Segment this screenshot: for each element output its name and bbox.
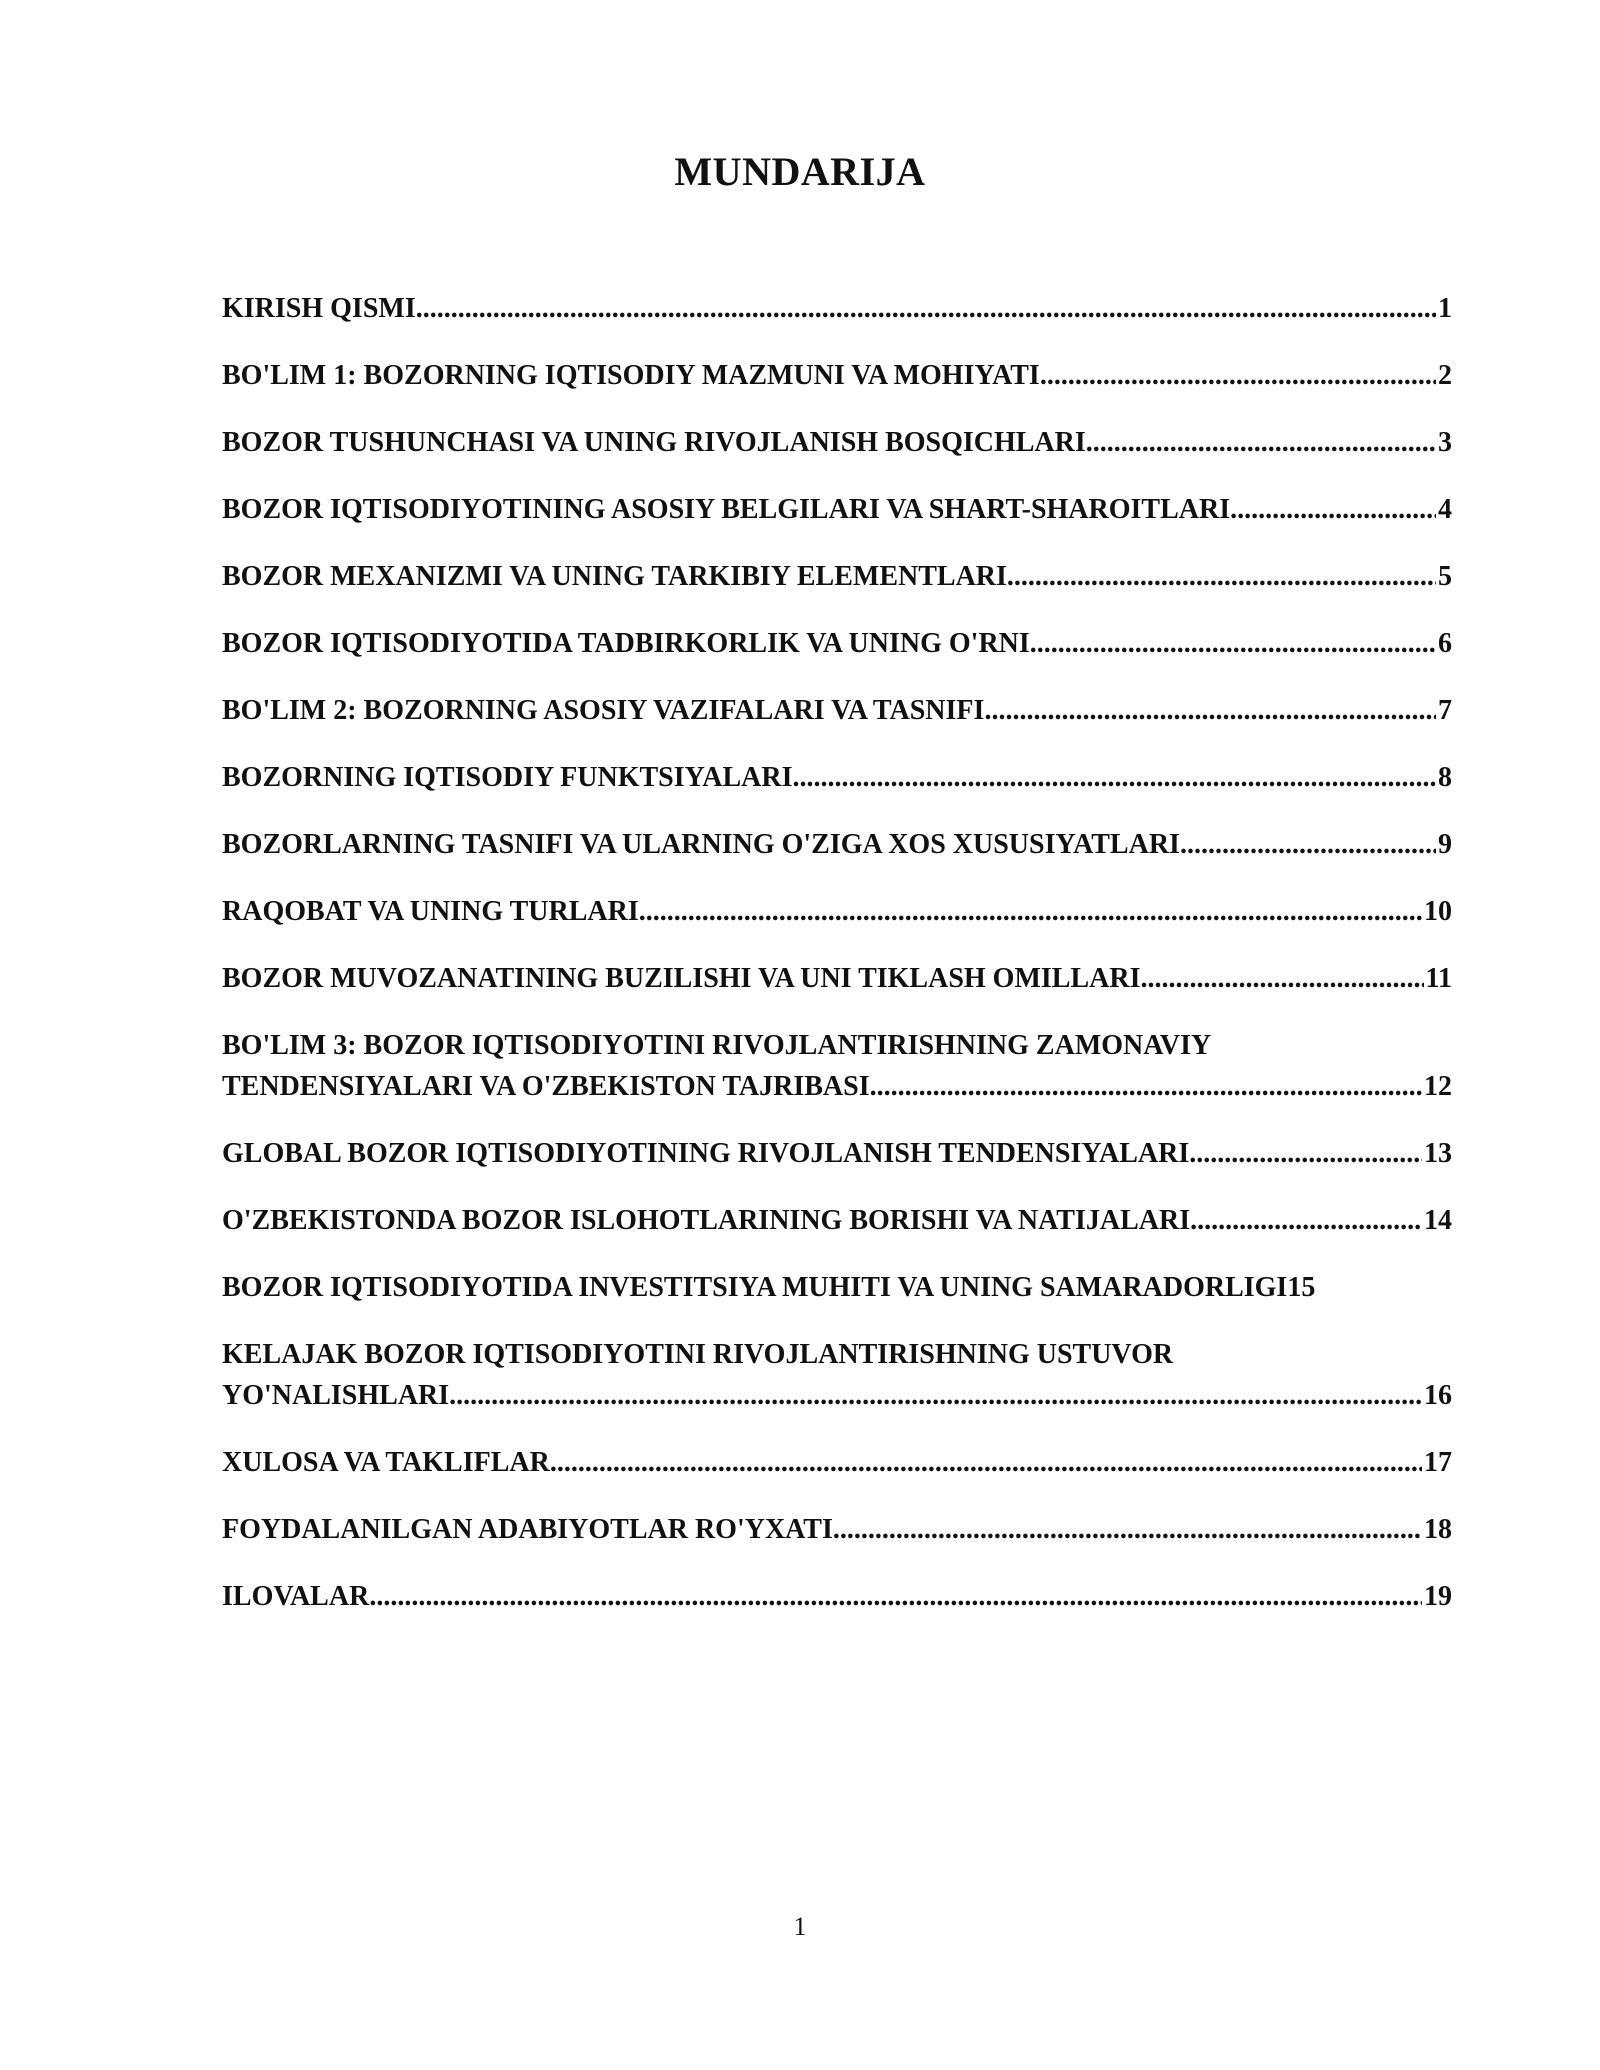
toc-entry-title: BOZOR IQTISODIYOTINING ASOSIY BELGILARI VA SHART-SHAROITLARI <box>222 494 1231 525</box>
toc-entry-page: 19 <box>1424 1581 1452 1612</box>
toc-entry-title: BOZOR TUSHUNCHASI VA UNING RIVOJLANISH BOSQICHLARI <box>222 427 1086 458</box>
toc-entry-title: BOZOR MEXANIZMI VA UNING TARKIBIY ELEMENTLARI <box>222 561 1007 592</box>
toc-entry-investitsiya[interactable] <box>222 1267 1452 1308</box>
dot-leader <box>369 1576 1422 1617</box>
toc-entry-page: 5 <box>1438 561 1452 592</box>
dot-leader <box>1180 824 1436 865</box>
toc-entry-page: 16 <box>1424 1380 1452 1411</box>
toc-entry-page: 11 <box>1425 963 1452 994</box>
page-title: MUNDARIJA <box>674 149 926 194</box>
page-number: 1 <box>793 1912 807 1941</box>
toc-entry-title: GLOBAL BOZOR IQTISODIYOTINING RIVOJLANISH TENDENSIYALARI <box>222 1138 1190 1169</box>
toc-entry-page: 3 <box>1438 427 1452 458</box>
toc-entry-title: BOZORLARNING TASNIFI VA ULARNING O'ZIGA XOS XUSUSIYATLARI <box>222 829 1180 860</box>
toc-entry-title: BOZOR IQTISODIYOTIDA INVESTITSIYA MUHITI VA UNING SAMARADORLIGI <box>222 1272 1288 1303</box>
toc-entry-page: 8 <box>1438 762 1452 793</box>
toc-entry-title: BOZOR IQTISODIYOTIDA TADBIRKORLIK VA UNING O'RNI <box>222 628 1030 659</box>
dot-leader <box>639 891 1422 932</box>
toc-entry-global[interactable] <box>222 1133 1452 1174</box>
toc-entry-page: 17 <box>1424 1447 1452 1478</box>
toc-entry-title: BOZORNING IQTISODIY FUNKTSIYALARI <box>222 762 793 793</box>
toc-entry-page: 13 <box>1424 1138 1452 1169</box>
dot-leader <box>1007 556 1436 597</box>
toc-entry-bolim-1[interactable] <box>222 355 1452 396</box>
toc-entry-ilovalar[interactable] <box>222 1576 1452 1617</box>
toc-entry-title: BOZOR MUVOZANATINING BUZILISHI VA UNI TIKLASH OMILLARI <box>222 963 1141 994</box>
toc-entry-kelajak[interactable] <box>222 1334 1452 1416</box>
toc-entry-title: XULOSA VA TAKLIFLAR <box>222 1447 550 1478</box>
toc-entry-xulosa[interactable] <box>222 1442 1452 1483</box>
toc-entry-page: 7 <box>1438 695 1452 726</box>
toc-entry-title: ILOVALAR <box>222 1581 370 1612</box>
toc-entry-adabiyotlar[interactable] <box>222 1509 1452 1550</box>
dot-leader <box>1190 1200 1422 1241</box>
toc-entry-asosiy-belgilari[interactable] <box>222 489 1452 530</box>
dot-leader <box>1030 623 1436 664</box>
toc-entry-tadbirkorlik[interactable] <box>222 623 1452 664</box>
toc-entry-bozor-tushunchasi[interactable] <box>222 422 1452 463</box>
toc-entry-kirish[interactable] <box>222 288 1452 329</box>
toc-entry-title: O'ZBEKISTONDA BOZOR ISLOHOTLARINING BORISHI VA NATIJALARI <box>222 1205 1191 1236</box>
dot-leader <box>1230 489 1436 530</box>
toc-entry-bolim-3[interactable] <box>222 1025 1452 1107</box>
toc-entry-page: 12 <box>1424 1071 1452 1102</box>
dot-leader <box>793 757 1437 798</box>
toc-entry-page: 9 <box>1438 829 1452 860</box>
table-of-contents <box>222 288 1452 1643</box>
toc-entry-title: FOYDALANILGAN ADABIYOTLAR RO'YXATI <box>222 1514 833 1545</box>
toc-entry-title: RAQOBAT VA UNING TURLARI <box>222 896 639 927</box>
toc-entry-page: 10 <box>1424 896 1452 927</box>
toc-entry-title-line1: KELAJAK BOZOR IQTISODIYOTINI RIVOJLANTIRISHNING USTUVOR <box>222 1339 1174 1370</box>
dot-leader <box>550 1442 1422 1483</box>
toc-entry-bozor-mexanizmi[interactable] <box>222 556 1452 597</box>
dot-leader <box>449 1375 1422 1416</box>
toc-entry-muvozanat[interactable] <box>222 958 1452 999</box>
dot-leader <box>870 1066 1422 1107</box>
toc-entry-islohotlar[interactable] <box>222 1200 1452 1241</box>
toc-entry-page: 18 <box>1424 1514 1452 1545</box>
toc-entry-bolim-2[interactable] <box>222 690 1452 731</box>
toc-entry-funktsiyalari[interactable] <box>222 757 1452 798</box>
dot-leader <box>1189 1133 1422 1174</box>
dot-leader <box>1040 355 1436 396</box>
toc-entry-title: BO'LIM 2: BOZORNING ASOSIY VAZIFALARI VA TASNIFI <box>222 695 985 726</box>
toc-entry-title: KIRISH QISMI <box>222 293 416 324</box>
dot-leader <box>833 1509 1422 1550</box>
toc-entry-page: 1 <box>1438 293 1452 324</box>
dot-leader <box>1140 958 1423 999</box>
toc-entry-page: 2 <box>1438 360 1452 391</box>
dot-leader <box>416 288 1436 329</box>
dot-leader <box>984 690 1436 731</box>
toc-entry-title-line1: BO'LIM 3: BOZOR IQTISODIYOTINI RIVOJLANTIRISHNING ZAMONAVIY <box>222 1030 1212 1061</box>
toc-entry-page: 14 <box>1424 1205 1452 1236</box>
toc-entry-page: 15 <box>1287 1272 1316 1303</box>
toc-entry-tasnifi[interactable] <box>222 824 1452 865</box>
toc-entry-raqobat[interactable] <box>222 891 1452 932</box>
toc-entry-title: YO'NALISHLARI <box>222 1380 450 1411</box>
toc-entry-title: BO'LIM 1: BOZORNING IQTISODIY MAZMUNI VA MOHIYATI <box>222 360 1040 391</box>
dot-leader <box>1086 422 1436 463</box>
toc-entry-page: 6 <box>1438 628 1452 659</box>
toc-entry-page: 4 <box>1438 494 1452 525</box>
toc-entry-title: TENDENSIYALARI VA O'ZBEKISTON TAJRIBASI <box>222 1071 870 1102</box>
